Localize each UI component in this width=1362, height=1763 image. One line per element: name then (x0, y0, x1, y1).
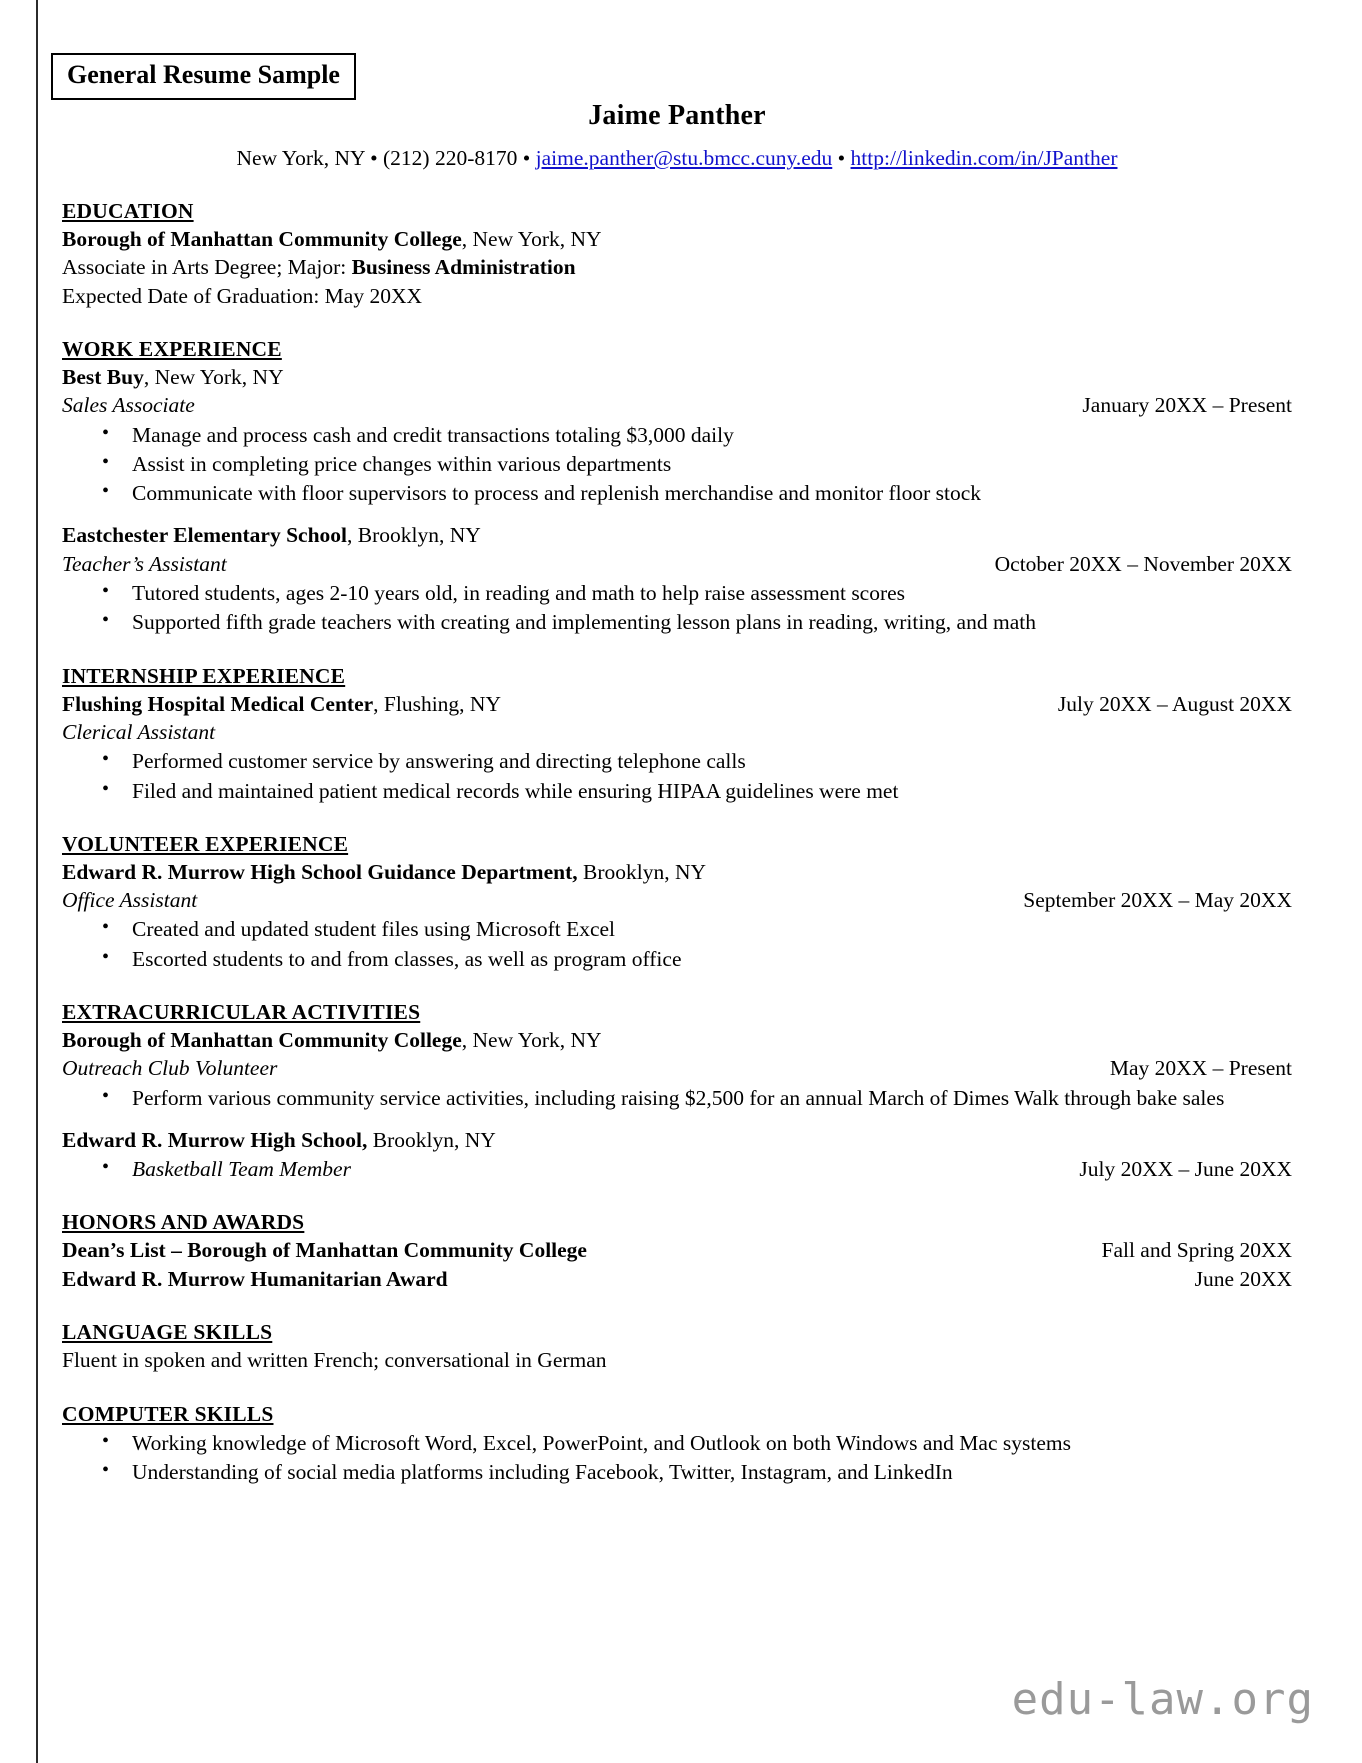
extracurricular-org-name: Edward R. Murrow High School, (62, 1127, 368, 1152)
work-employer-location: , New York, NY (143, 365, 284, 390)
education-major: Business Administration (351, 255, 576, 280)
section-honors-awards (62, 1210, 1292, 1292)
volunteer-bullet-list (62, 916, 1292, 971)
section-education (62, 199, 1292, 309)
list-item: • Perform various community service activities, including raising $2,500 for an annual March of Dimes Walk through bake sales (62, 1085, 1292, 1111)
language-skills-text: Fluent in spoken and written French; conversational in German (62, 1348, 607, 1373)
list-item: • Filed and maintained patient medical records while ensuring HIPAA guidelines were met (62, 778, 1292, 804)
work-bullet-list (62, 422, 1292, 507)
extracurricular-bullet-list (62, 1156, 1292, 1182)
internship-employer-row (62, 692, 1292, 717)
section-title-internship: INTERNSHIP EXPERIENCE (62, 663, 346, 688)
work-job-title: Teacher’s Assistant (62, 551, 227, 576)
list-item: • Escorted students to and from classes, as well as program office (62, 946, 1292, 972)
section-internship-experience (62, 664, 1292, 804)
honor-label: Edward R. Murrow Humanitarian Award (62, 1266, 448, 1291)
extracurricular-org-name: Borough of Manhattan Community College (62, 1027, 462, 1052)
list-item: • Communicate with floor supervisors to process and replenish merchandise and monitor floor stock (62, 480, 1292, 506)
list-item: • Created and updated student files using Microsoft Excel (62, 916, 1292, 942)
list-item (62, 1156, 1292, 1182)
section-title-volunteer: VOLUNTEER EXPERIENCE (62, 831, 349, 856)
section-title-education: EDUCATION (62, 199, 194, 223)
section-title-extracurricular: EXTRACURRICULAR ACTIVITIES (62, 999, 421, 1024)
volunteer-dates: September 20XX – May 20XX (1023, 888, 1292, 913)
internship-employer-location: , Flushing, NY (373, 691, 501, 716)
extracurricular-role: Outreach Club Volunteer (62, 1056, 278, 1081)
section-title-computer: COMPUTER SKILLS (62, 1401, 274, 1426)
contact-location-phone: New York, NY • (212) 220-8170 • (236, 146, 536, 170)
spacer (62, 506, 1292, 520)
work-job-dates: October 20XX – November 20XX (994, 551, 1292, 576)
extracurricular-activity-label: Basketball Team Member (132, 1157, 351, 1182)
work-employer-location: , Brooklyn, NY (347, 523, 481, 548)
section-language-skills (62, 1320, 1292, 1373)
honor-row (62, 1267, 1292, 1292)
education-graduation-row: Expected Date of Graduation: May 20XX (62, 283, 423, 308)
extracurricular-org-row (62, 1028, 1292, 1053)
work-title-row (62, 393, 1292, 418)
section-work-experience (62, 337, 1292, 636)
list-item: • Assist in completing price changes within various departments (62, 451, 1292, 477)
work-title-row (62, 552, 1292, 577)
section-volunteer-experience (62, 832, 1292, 972)
list-item: • Understanding of social media platforms including Facebook, Twitter, Instagram, and LinkedIn (62, 1459, 1292, 1485)
honor-row (62, 1238, 1292, 1263)
watermark: edu-law.org (1011, 1674, 1314, 1725)
internship-job-title: Clerical Assistant (62, 719, 216, 744)
education-degree-row (62, 255, 1292, 280)
list-item: • Performed customer service by answering and directing telephone calls (62, 748, 1292, 774)
honor-dates: Fall and Spring 20XX (1101, 1238, 1292, 1263)
contact-separator: • (832, 146, 851, 170)
resume-body (62, 0, 1292, 1485)
work-job-dates: January 20XX – Present (1082, 393, 1292, 418)
list-item: • Working knowledge of Microsoft Word, Excel, PowerPoint, and Outlook on both Windows and Mac systems (62, 1430, 1292, 1456)
section-title-work-experience: WORK EXPERIENCE (62, 337, 282, 362)
spacer (62, 1111, 1292, 1125)
linkedin-link[interactable]: http://linkedin.com/in/JPanther (850, 146, 1118, 170)
work-bullet-list (62, 580, 1292, 635)
extracurricular-bullet-list (62, 1085, 1292, 1111)
education-school-location: , New York, NY (461, 227, 602, 251)
honor-dates: June 20XX (1194, 1266, 1292, 1291)
email-link[interactable]: jaime.panther@stu.bmcc.cuny.edu (535, 146, 833, 170)
page-title: Jaime Panther (588, 100, 766, 131)
computer-bullet-list (62, 1430, 1292, 1485)
extracurricular-activity-dates: July 20XX – June 20XX (1079, 1157, 1292, 1182)
section-computer-skills (62, 1402, 1292, 1485)
work-employer-row (62, 523, 1292, 548)
extracurricular-org-location: Brooklyn, NY (367, 1127, 496, 1152)
work-employer-name: Best Buy (62, 365, 144, 390)
work-employer-row (62, 365, 1292, 390)
education-degree-prefix: Associate in Arts Degree; Major: (62, 255, 352, 280)
list-item: • Tutored students, ages 2-10 years old, in reading and math to help raise assessment scores (62, 580, 1292, 606)
volunteer-job-title: Office Assistant (62, 888, 198, 913)
section-title-language: LANGUAGE SKILLS (62, 1320, 273, 1345)
sample-badge: General Resume Sample (51, 53, 356, 100)
extracurricular-dates: May 20XX – Present (1109, 1056, 1292, 1081)
volunteer-title-row (62, 888, 1292, 913)
work-employer-name: Eastchester Elementary School (62, 523, 348, 548)
contact-line (62, 146, 1292, 171)
internship-title-row (62, 720, 1292, 745)
extracurricular-org-row (62, 1128, 1292, 1153)
volunteer-org-name: Edward R. Murrow High School Guidance Department, (62, 859, 578, 884)
extracurricular-org-location: , New York, NY (461, 1027, 602, 1052)
education-school-row (62, 227, 1292, 252)
work-job-title: Sales Associate (62, 393, 195, 418)
section-extracurricular-activities (62, 1000, 1292, 1183)
section-title-honors: HONORS AND AWARDS (62, 1210, 305, 1235)
internship-dates: July 20XX – August 20XX (1057, 691, 1292, 716)
extracurricular-role-row (62, 1056, 1292, 1081)
internship-employer-name: Flushing Hospital Medical Center (62, 691, 374, 716)
education-school-name: Borough of Manhattan Community College (62, 227, 462, 251)
page-left-rule (36, 0, 38, 1763)
list-item: • Supported fifth grade teachers with creating and implementing lesson plans in reading, writing, and math (62, 609, 1292, 635)
volunteer-org-row (62, 860, 1292, 885)
volunteer-org-location: Brooklyn, NY (577, 859, 707, 884)
honor-label: Dean’s List – Borough of Manhattan Community College (62, 1238, 587, 1263)
list-item: • Manage and process cash and credit transactions totaling $3,000 daily (62, 422, 1292, 448)
internship-bullet-list (62, 748, 1292, 803)
